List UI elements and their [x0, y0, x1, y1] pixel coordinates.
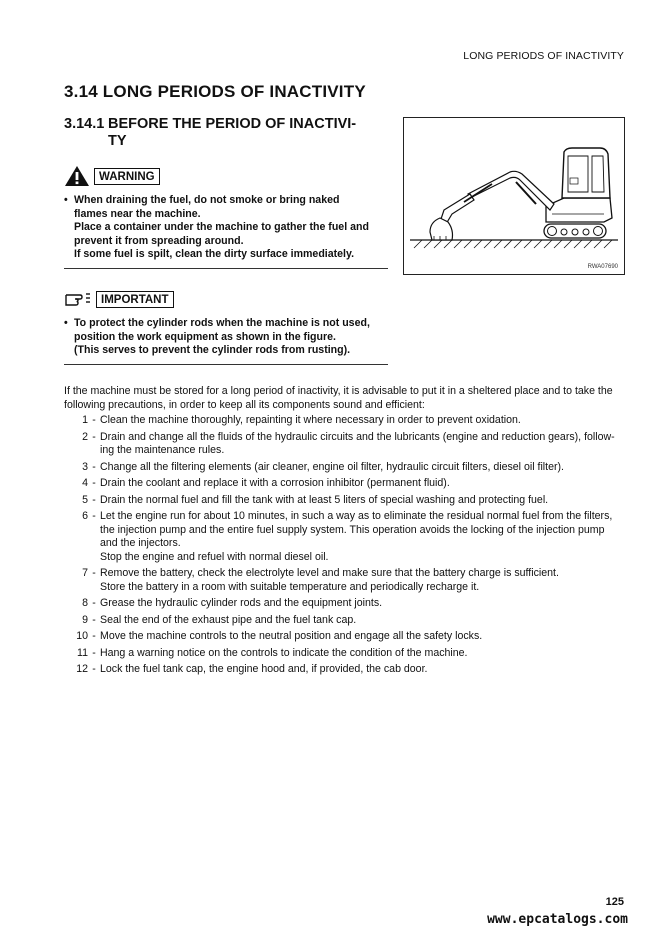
step-text: and the injectors. [100, 537, 181, 549]
important-label: IMPORTANT [96, 291, 174, 308]
list-item: 4 - Drain the coolant and replace it with a corrosion inhibitor (permanent fluid). [64, 477, 628, 491]
list-item: 12 - Lock the fuel tank cap, the engine hood and, if provided, the cab door. [64, 663, 628, 677]
step-number: 5 [82, 493, 88, 506]
running-header: LONG PERIODS OF INACTIVITY [463, 50, 624, 62]
important-body [64, 317, 388, 365]
warning-bullet: • [64, 194, 68, 206]
figure-code: RWA07690 [587, 264, 618, 270]
subsection-title [64, 116, 384, 150]
step-text: Change all the filtering elements (air cleaner, engine oil filter, hydraulic circuit filters, diesel oil filter). [100, 460, 564, 473]
subsection-title-line2: TY [108, 133, 127, 149]
excavator-illustration [404, 118, 624, 274]
step-number: 7 [82, 567, 88, 579]
subsection-number: 3.14.1 [64, 116, 105, 132]
excavator-figure [403, 117, 625, 275]
precaution-steps [64, 414, 628, 680]
list-item: 9 - Seal the end of the exhaust pipe and the fuel tank cap. [64, 614, 628, 628]
warning-line: When draining the fuel, do not smoke or bring naked [74, 194, 340, 206]
list-item: 2 - Drain and change all the fluids of the hydraulic circuits and the lubricants (engine and reduction gears), follow- ing the maintenance rules. [64, 431, 628, 458]
pointing-hand-icon [64, 291, 92, 307]
step-number: 1 [82, 414, 88, 426]
list-item: 6 - Let the engine run for about 10 minutes, in such a way as to eliminate the residual normal fuel from the filters, the injection pump and the entire fuel supply system. This operation avoids the locking of the injection pump and the injectors. Stop the engine and refuel with normal diesel oil. [64, 510, 628, 564]
step-text: Let the engine run for about 10 minutes, in such a way as to eliminate the residual normal fuel from the filters, [100, 510, 613, 522]
step-text: Drain the coolant and replace it with a corrosion inhibitor (permanent fluid). [100, 477, 450, 489]
important-callout [64, 287, 388, 365]
step-number: 4 [82, 477, 88, 489]
step-text: Move the machine controls to the neutral position and engage all the safety locks. [100, 630, 483, 642]
subsection-title-line1: BEFORE THE PERIOD OF INACTIVI- [108, 116, 357, 132]
list-item: 5 - Drain the normal fuel and fill the tank with at least 5 liters of special washing and protecting fuel. [64, 494, 628, 508]
warning-triangle-icon [64, 165, 90, 187]
step-text: Hang a warning notice on the controls to indicate the condition of the machine. [100, 646, 468, 659]
warning-line: If some fuel is spilt, clean the dirty surface immediately. [74, 248, 355, 260]
step-text: Drain and change all the fluids of the hydraulic circuits and the lubricants (engine and reduction gears), follow- [100, 430, 615, 443]
step-number: 10 [76, 630, 88, 642]
list-item: 8 - Grease the hydraulic cylinder rods and the equipment joints. [64, 597, 628, 611]
list-item: 11 - Hang a warning notice on the controls to indicate the condition of the machine. [64, 647, 628, 661]
step-number: 12 [76, 663, 88, 675]
warning-header [64, 164, 388, 188]
step-number: 2 [82, 430, 88, 443]
step-number: 11 [77, 646, 88, 659]
step-text: the injection pump and the entire fuel supply system. This operation avoids the locking of the injection pump [100, 523, 605, 536]
step-text: Clean the machine thoroughly, repainting it where necessary in order to prevent oxidation. [100, 414, 521, 426]
list-item: 1 - Clean the machine thoroughly, repainting it where necessary in order to prevent oxidation. [64, 414, 628, 428]
step-text: Stop the engine and refuel with normal diesel oil. [100, 550, 329, 563]
warning-body [64, 194, 388, 269]
step-number: 6 [82, 510, 88, 522]
list-item: 10 - Move the machine controls to the neutral position and engage all the safety locks. [64, 630, 628, 644]
step-text: ing the maintenance rules. [100, 444, 225, 456]
warning-line: Place a container under the machine to gather the fuel and [74, 221, 369, 233]
watermark: www.epcatalogs.com [487, 912, 628, 927]
warning-label: WARNING [94, 168, 160, 185]
step-text: Drain the normal fuel and fill the tank with at least 5 liters of special washing and protecting fuel. [100, 493, 549, 506]
step-text: Store the battery in a room with suitable temperature and periodically recharge it. [100, 580, 480, 593]
section-title: 3.14 LONG PERIODS OF INACTIVITY [64, 82, 366, 101]
warning-callout [64, 164, 388, 269]
step-number: 9 [82, 613, 88, 626]
important-header [64, 287, 388, 311]
step-text: Remove the battery, check the electrolyte level and make sure that the battery charge is sufficient. [100, 567, 559, 579]
step-text: Grease the hydraulic cylinder rods and the equipment joints. [100, 597, 383, 609]
step-text: Lock the fuel tank cap, the engine hood and, if provided, the cab door. [100, 663, 428, 675]
step-text: Seal the end of the exhaust pipe and the fuel tank cap. [100, 613, 357, 626]
important-bullet: • [64, 317, 68, 329]
warning-line: prevent it from spreading around. [74, 234, 244, 247]
important-line: To protect the cylinder rods when the machine is not used, [74, 317, 370, 329]
step-number: 3 [82, 460, 88, 473]
intro-paragraph: If the machine must be stored for a long period of inactivity, it is advisable to put it in a sheltered place and to take the following precautions, in order to keep all its components sound and efficient: [64, 385, 613, 411]
list-item: 3 - Change all the filtering elements (air cleaner, engine oil filter, hydraulic circuit filters, diesel oil filter). [64, 461, 628, 475]
warning-line: flames near the machine. [74, 207, 201, 220]
important-line: (This serves to prevent the cylinder rods from rusting). [74, 344, 351, 356]
step-number: 8 [82, 597, 88, 609]
list-item: 7 - Remove the battery, check the electrolyte level and make sure that the battery charge is sufficient. Store the battery in a room with suitable temperature and periodically recharge it. [64, 567, 628, 594]
page-number: 125 [605, 896, 624, 908]
important-line: position the work equipment as shown in the figure. [74, 330, 336, 343]
